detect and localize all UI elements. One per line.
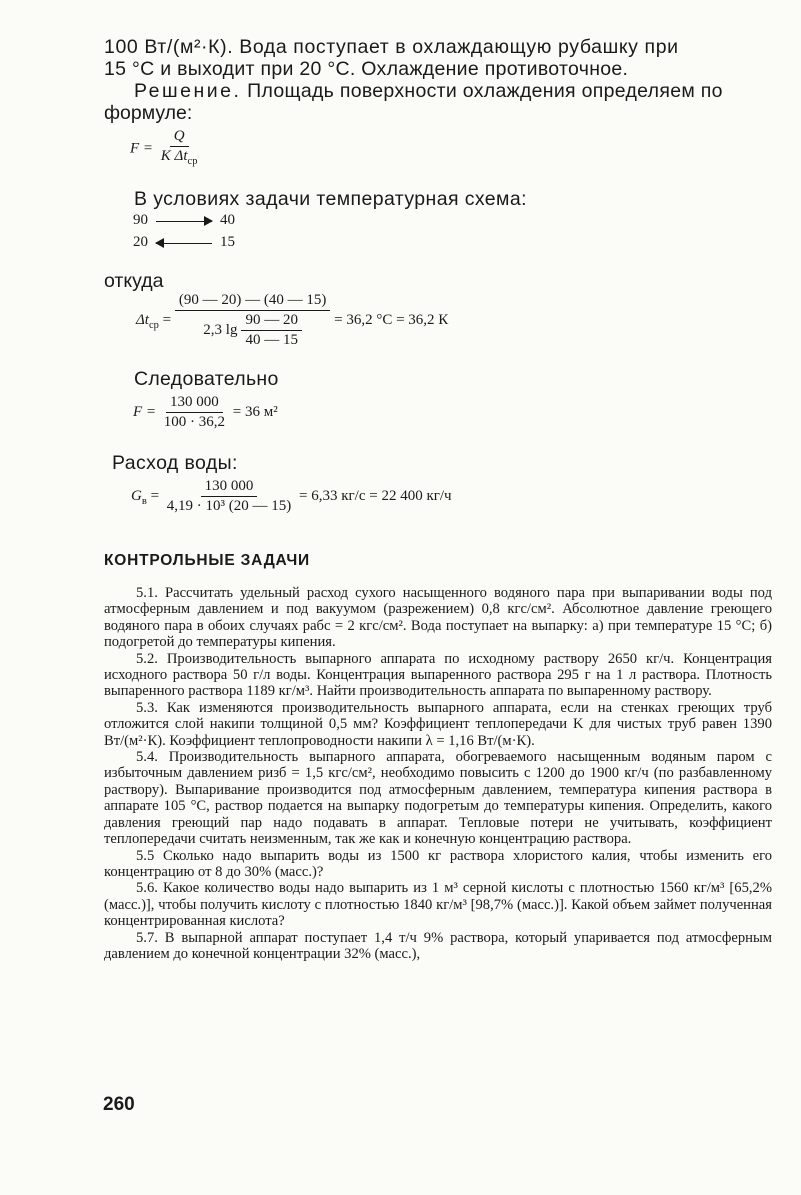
- schema-row-2: [133, 234, 235, 251]
- formula-water-den: 4,19 · 10³ (20 — 15): [166, 498, 292, 514]
- formula-dt-lhs-sub: ср: [148, 319, 159, 331]
- schema-cold-in: 15: [220, 234, 235, 250]
- sledovatelno-text: Следовательно: [134, 368, 279, 390]
- formula-area-value-num: 130 000: [166, 394, 223, 413]
- formula-area-lhs: F =: [130, 140, 154, 157]
- problem-5-7: 5.7. В выпарной аппарат поступает 1,4 т/ч 9% раствора, который упаривается под атмосферным давлением до конечной концентрации 32% (масс.),: [104, 929, 772, 962]
- schema-hot-out: 40: [220, 212, 235, 228]
- problem-5-3: 5.3. Как изменяются производительность выпарного аппарата, если на стенках греющих труб отложится слой накипи толщиной 0,5 мм? Коэффициент теплопередачи K для чистых труб равен 1390 Вт/(м²·К). Коэффициент теплопроводности накипи λ = 1,16 Вт/(м·К).: [104, 699, 772, 749]
- formula-dt-den-prefix: 2,3 lg: [203, 322, 238, 338]
- formula-area-value: [133, 394, 278, 431]
- problem-5-2: 5.2. Производительность выпарного аппарата по исходному раствору 2650 кг/ч. Концентрация исходного раствора 50 г/л воды. Концентрация выпаренного раствора 295 г на 1 л раствора. Плотность выпаренного раствора 1189 кг/м³. Найти производительность аппарата по выпаренному раствору.: [104, 650, 772, 700]
- formula-water: [131, 478, 452, 515]
- formula-area-denominator: K Δt: [160, 148, 188, 164]
- schema-row-1: [133, 212, 235, 229]
- formula-dt-lhs: Δt: [136, 311, 149, 328]
- formula-dt-numerator: (90 — 20) — (40 — 15): [175, 292, 330, 311]
- formula-water-num: 130 000: [201, 478, 258, 497]
- schema-cold-out: 20: [133, 234, 148, 250]
- schema-intro: В условиях задачи температурная схема:: [134, 188, 527, 210]
- text-line-3: [134, 80, 723, 103]
- otkuda-text: откуда: [104, 270, 164, 292]
- formula-area-value-lhs: F =: [133, 403, 157, 420]
- formula-water-result: = 6,33 кг/с = 22 400 кг/ч: [299, 487, 452, 504]
- formula-water-lhs: G: [131, 487, 142, 504]
- formula-area-value-den: 100 · 36,2: [163, 414, 226, 430]
- problem-5-6: 5.6. Какое количество воды надо выпарить из 1 м³ серной кислоты с плотностью 1560 кг/м³ [65,2% (масс.)], чтобы получить кислоту с плотностью 1840 кг/м³ [98,7% (масс.)]. Какой объем займет полученная концентрированная кислота?: [104, 880, 772, 930]
- formula-area-den-sub: ср: [187, 156, 198, 167]
- formula-water-lhs-sub: в: [141, 495, 147, 507]
- formula-dt-inner-den: 40 — 15: [245, 332, 298, 348]
- text-line-1: 100 Вт/(м²·К). Вода поступает в охлаждающую рубашку при: [104, 36, 679, 58]
- solution-word: Решение.: [134, 80, 242, 102]
- problem-5-5: 5.5 Сколько надо выпарить воды из 1500 кг раствора хлористого калия, чтобы изменить его концентрацию от 8 до 30% (масс.)?: [104, 847, 772, 880]
- formula-water-eq: =: [150, 487, 160, 504]
- text-line-4: формуле:: [104, 102, 193, 124]
- arrow-left-icon: [156, 237, 212, 249]
- page-number: 260: [103, 1094, 135, 1115]
- formula-dt-eq: =: [162, 311, 172, 328]
- formula-area-value-result: = 36 м²: [232, 403, 278, 420]
- formula-area-numerator: Q: [173, 128, 185, 144]
- arrow-right-icon: [156, 215, 212, 227]
- text-line-2: 15 °С и выходит при 20 °С. Охлаждение противоточное.: [104, 58, 629, 80]
- solution-text: Площадь поверхности охлаждения определяем по: [241, 80, 723, 102]
- formula-dt-result: = 36,2 °С = 36,2 К: [334, 311, 449, 328]
- schema-hot-in: 90: [133, 212, 148, 228]
- formula-area: [130, 128, 201, 170]
- problems-list: [104, 585, 772, 962]
- problem-5-4: 5.4. Производительность выпарного аппарата, обогреваемого насыщенным водяным паром с избыточным давлением pизб = 1,5 кгс/см², необходимо повысить с 1200 до 1900 кг/ч (по разбавленному раствору). Выпаривание производится под атмосферным давлением, температура кипения раствора в аппарате 105 °С, раствор подается на выпарку подогретым до температуры кипения. Определить, какого давления греющий пар надо подавать в аппарат. Тепловые потери не учитывать, коэффициент теплопередачи считать неизменным, так же как и конечную концентрацию раствора.: [104, 749, 772, 848]
- formula-dt-inner-num: 90 — 20: [241, 312, 302, 331]
- problem-5-1: 5.1. Рассчитать удельный расход сухого насыщенного водяного пара при выпаривании воды под атмосферным давлением и под вакуумом (разрежением) 0,8 кгс/см². Абсолютное давление греющего водяного пара в обоих случаях pабс = 2 кгс/см². Вода поступает на выпарку: а) при температуре 15 °С; б) подогретой до температуры кипения.: [104, 585, 772, 651]
- formula-dt: [136, 292, 448, 349]
- rashod-text: Расход воды:: [112, 452, 238, 474]
- section-heading: КОНТРОЛЬНЫЕ ЗАДАЧИ: [104, 552, 310, 569]
